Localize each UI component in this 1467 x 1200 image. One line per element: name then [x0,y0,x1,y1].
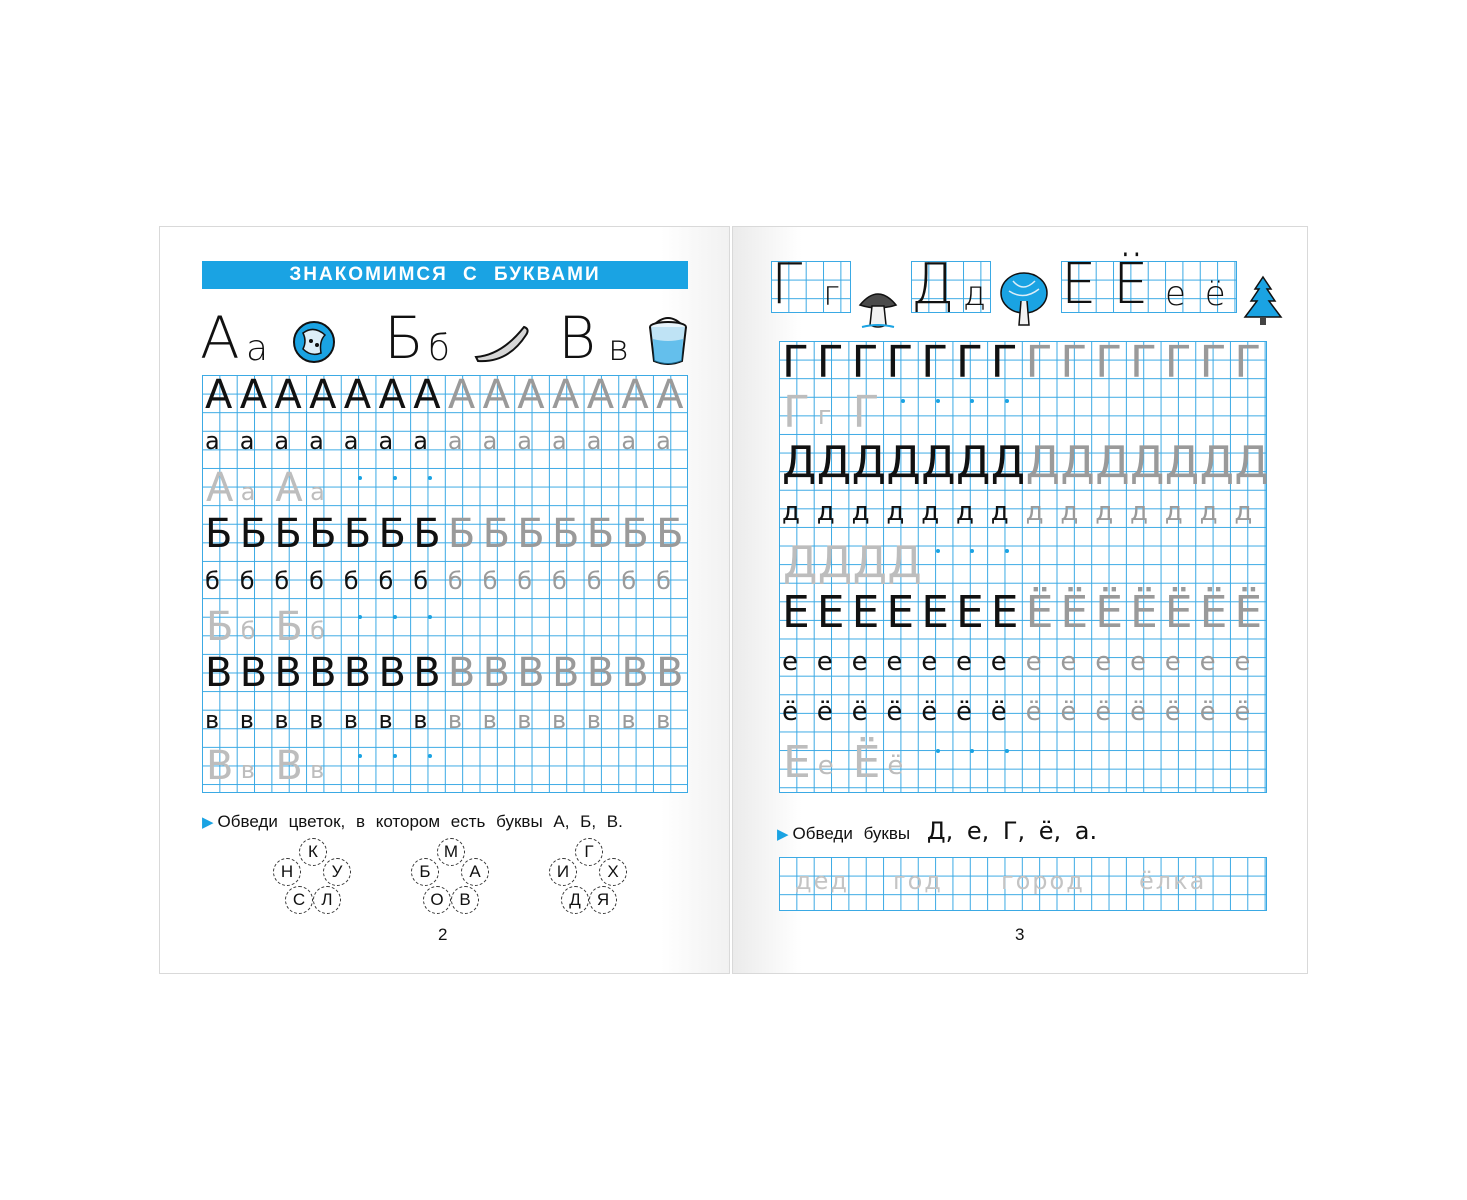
instruction-text: ▶ Обведи цветок, в котором есть буквы А, Б, В. [202,812,623,831]
guide-dot [393,476,397,480]
play-triangle-icon: ▶ [777,826,789,843]
upper-letter: Д [990,437,1026,488]
upper-letter: Е [956,587,984,638]
guide-dot [936,749,940,753]
lower-letter: ё [956,697,972,727]
upper-letter: Б [274,511,302,558]
guide-dot [428,476,432,480]
header-letter-a-upper: А [200,304,240,372]
upper-letter: Г [1164,337,1192,388]
upper-letter: В [343,650,372,697]
header-letter-d-lower: д [963,274,987,314]
upper-letter: А [552,372,580,418]
upper-letter: Ё [1234,587,1263,638]
upper-letter: Е [782,587,810,638]
upper-letter: Б [482,511,511,558]
header-letter-v-upper: В [558,304,596,372]
lower-letter: ё [990,697,1007,727]
lower-letter: е [816,647,833,677]
trace-glyph: А [206,464,234,511]
flower-petal[interactable]: Д [561,886,589,914]
header-letter-e-upper: Е [1061,252,1097,317]
lower-letter: ё [851,697,868,727]
upper-letter: Ё [1095,587,1123,638]
lower-letter: д [1025,497,1044,527]
upper-letter: Д [886,437,921,488]
trace-glyph: Д [817,537,853,588]
upper-letter: В [205,650,233,697]
upper-letter: Г [990,337,1018,388]
lower-letter: в [552,705,567,734]
upper-letter: А [309,372,337,418]
lower-letter: е [921,647,938,677]
lower-letter: б [517,566,533,595]
word-trace: ёлка [1139,867,1207,895]
upper-letter: Г [1199,337,1227,388]
upper-letter: А [274,372,302,418]
lower-letter: д [1164,497,1183,527]
flower-petal[interactable]: Л [313,886,341,914]
upper-letter: Е [851,587,880,638]
lower-letter: д [782,497,800,527]
guide-dot [358,476,362,480]
upper-letter: Б [586,511,615,558]
upper-letter: А [656,372,684,418]
upper-letter: Б [447,511,476,558]
lower-letter: ё [816,697,833,727]
page-number: 2 [438,925,448,944]
header-letter-b-lower: б [428,328,451,369]
lower-letter: а [309,427,324,456]
lower-letter: б [378,566,394,595]
header-letter-v-lower: в [608,328,630,369]
section-banner: ЗНАКОМИМСЯ С БУКВАМИ [202,261,688,289]
upper-letter: Б [656,511,684,558]
trace-glyph: Е [783,737,811,788]
flower-petal[interactable]: А [461,858,489,886]
upper-letter: Б [378,511,406,558]
guide-dot [428,754,432,758]
lower-letter: в [343,705,358,734]
lower-letter: в [205,705,220,734]
upper-letter: А [482,372,510,418]
lower-letter: д [816,497,835,527]
trace-glyph: Ё [852,737,881,788]
lower-letter: в [586,705,601,734]
upper-letter: Д [1234,437,1269,488]
trace-glyph: е [817,751,834,781]
upper-letter: Г [782,337,809,388]
upper-letter: Г [956,337,983,388]
lower-letter: б [656,566,671,595]
upper-letter: Ё [1130,587,1158,638]
upper-letter: А [239,372,268,418]
lower-letter: е [1130,647,1146,677]
upper-letter: В [378,650,406,697]
lower-letter: а [413,427,428,456]
lower-letter: е [956,647,972,677]
lower-letter: в [447,705,463,734]
header-letter-b-upper: Б [384,304,424,372]
lower-letter: а [274,427,290,456]
flower-petal[interactable]: С [285,886,313,914]
trace-glyph: в [240,756,255,785]
trace-glyph: ё [887,751,904,781]
flower-petal[interactable]: О [423,886,451,914]
upper-letter: Г [816,337,844,388]
upper-letter: В [656,650,684,697]
lower-letter: б [309,566,324,595]
lower-letter: б [621,566,637,595]
right-page [732,226,1308,974]
lower-letter: ё [1025,697,1042,727]
lower-letter: ё [782,697,798,727]
lower-letter: ё [886,697,903,727]
upper-letter: В [621,650,649,697]
upper-letter: Г [1234,337,1262,388]
trace-glyph: б [240,617,256,645]
upper-letter: Е [816,587,845,638]
lower-letter: в [656,705,671,734]
upper-letter: Д [1130,437,1165,488]
flower-petal[interactable]: У [323,858,351,886]
flower-petal[interactable]: Б [411,858,439,886]
lower-letter: д [1095,497,1114,527]
upper-letter: Г [886,337,914,388]
left-page [159,226,730,974]
header-letter-g-upper: Г [771,252,803,317]
upper-letter: В [586,650,615,697]
upper-letter: Г [1130,337,1157,388]
flower-petal[interactable]: К [299,838,327,866]
lower-letter: в [239,705,254,734]
upper-letter: Б [239,511,268,558]
lower-letter: ё [921,697,938,727]
lower-letter: а [621,427,637,456]
upper-letter: Д [782,437,817,488]
trace-glyph: в [310,756,325,785]
instruction-text: ▶ Обведи буквы Д, е, Г, ё, а. [777,817,1098,845]
lower-letter: ё [1130,697,1146,727]
upper-letter: Б [413,511,441,558]
word-trace: город [1001,867,1085,895]
lower-letter: д [1130,497,1148,527]
fir-tree-icon [1241,275,1285,327]
upper-letter: А [621,372,649,418]
header-letter-e-yo-lower: е ё [1165,274,1226,314]
upper-letter: А [378,372,406,418]
lower-letter: ё [1060,697,1077,727]
lower-letter: а [656,427,671,456]
flower-petal[interactable]: М [437,838,465,866]
upper-letter: В [309,650,337,697]
trace-glyph: г [817,401,832,431]
lower-letter: д [990,497,1009,527]
upper-letter: Д [816,437,852,488]
lower-letter: д [1199,497,1218,527]
play-triangle-icon: ▶ [202,814,214,831]
lower-letter: а [239,427,255,456]
lower-letter: е [1234,647,1251,677]
upper-letter: В [482,650,511,697]
flower-petal[interactable]: Х [599,858,627,886]
lower-letter: е [851,647,868,677]
trace-glyph: Д [887,537,922,588]
flower-petal[interactable]: Я [589,886,617,914]
lower-letter: ё [1234,697,1251,727]
lower-letter: а [378,427,394,456]
upper-letter: В [239,650,268,697]
upper-letter: Е [990,587,1019,638]
lower-letter: е [782,647,798,677]
upper-letter: Г [1095,337,1123,388]
header-letter-a-lower: а [246,328,269,369]
trace-glyph: а [310,477,325,506]
instruction-letters: Д, е, Г, ё, а. [926,817,1098,845]
mushroom-icon [858,287,898,329]
upper-letter: Б [517,511,545,558]
lower-letter: б [343,566,359,595]
upper-letter: А [586,372,615,418]
upper-letter: Б [205,511,233,558]
upper-letter: А [517,372,545,418]
lower-letter: е [1199,647,1216,677]
upper-letter: Б [552,511,580,558]
trace-glyph: а [240,477,256,506]
lower-letter: б [413,566,428,595]
upper-letter: А [413,372,441,418]
upper-letter: Е [886,587,915,638]
upper-letter: Г [921,337,949,388]
upper-letter: В [413,650,441,697]
lower-letter: в [413,705,428,734]
lower-letter: д [921,497,940,527]
trace-glyph: Г [852,387,880,438]
lower-letter: б [239,566,255,595]
guide-dot [936,399,940,403]
upper-letter: Б [343,511,372,558]
upper-letter: Ё [1199,587,1228,638]
lower-letter: б [274,566,290,595]
lower-letter: в [274,705,289,734]
word-trace: дед [795,867,849,895]
lower-letter: ё [1199,697,1216,727]
upper-letter: А [447,372,476,418]
flower-petal[interactable]: И [549,858,577,886]
lower-letter: д [956,497,974,527]
lower-letter: б [205,566,220,595]
lower-letter: а [205,427,220,456]
lower-letter: б [482,566,498,595]
lower-letter: д [1060,497,1079,527]
upper-letter: Д [1199,437,1234,488]
lower-letter: а [343,427,359,456]
lower-letter: в [378,705,393,734]
lower-letter: е [886,647,903,677]
lower-letter: в [482,705,497,734]
upper-letter: В [517,650,545,697]
header-letter-yo-upper: Ё [1113,252,1149,317]
upper-letter: Б [309,511,337,558]
upper-letter: Г [1060,337,1088,388]
flower-petal[interactable]: Г [575,838,603,866]
guide-dot [901,399,905,403]
lower-letter: д [1234,497,1253,527]
lower-letter: е [1164,647,1181,677]
bucket-icon [646,311,690,367]
word-trace: год [893,867,943,895]
page-number: 3 [1015,925,1025,944]
trace-glyph: Б [206,604,234,650]
upper-letter: В [552,650,580,697]
upper-letter: Ё [1025,587,1054,638]
upper-letter: А [343,372,372,418]
lower-letter: в [309,705,324,734]
lower-letter: в [517,705,532,734]
upper-letter: Д [851,437,886,488]
lower-letter: а [552,427,567,456]
flower-petal[interactable]: Н [273,858,301,886]
lower-letter: б [552,566,567,595]
banana-icon [472,323,532,363]
lower-letter: ё [1164,697,1181,727]
lower-letter: е [1095,647,1112,677]
trace-glyph: В [206,743,234,790]
lower-letter: б [586,566,602,595]
trace-glyph: Б [275,604,303,650]
lower-letter: а [517,427,533,456]
lower-letter: д [851,497,870,527]
trace-glyph: В [275,743,303,790]
lower-letter: а [586,427,602,456]
upper-letter: В [274,650,302,697]
lower-letter: е [1060,647,1077,677]
upper-letter: Д [956,437,991,488]
lower-letter: б [447,566,463,595]
upper-letter: Д [921,437,956,488]
lower-letter: а [482,427,498,456]
upper-letter: Ё [1164,587,1193,638]
upper-letter: В [447,650,476,697]
upper-letter: Г [851,337,879,388]
trace-glyph: Д [852,537,887,588]
upper-letter: Е [921,587,949,638]
upper-letter: А [205,372,233,418]
tree-icon [999,271,1049,329]
trace-glyph: б [310,617,325,645]
trace-glyph: Г [783,387,810,438]
guide-dot [936,549,940,553]
upper-letter: Д [1060,437,1095,488]
guide-dot [428,615,432,619]
flower-petal[interactable]: В [451,886,479,914]
upper-letter: Д [1095,437,1130,488]
guide-dot [393,615,397,619]
upper-letter: Д [1025,437,1060,488]
watermelon-icon [291,319,337,365]
trace-glyph: А [275,464,303,511]
lower-letter: е [1025,647,1042,677]
upper-letter: Б [621,511,649,558]
lower-letter: ё [1095,697,1112,727]
lower-letter: е [990,647,1007,677]
trace-glyph: Д [783,537,818,588]
upper-letter: Ё [1060,587,1089,638]
lower-letter: д [886,497,905,527]
lower-letter: в [621,705,636,734]
header-letter-g-lower: г [823,274,840,314]
upper-letter: Д [1164,437,1200,488]
lower-letter: а [447,427,463,456]
upper-letter: Г [1025,337,1053,388]
header-letter-d-upper: Д [911,252,955,317]
